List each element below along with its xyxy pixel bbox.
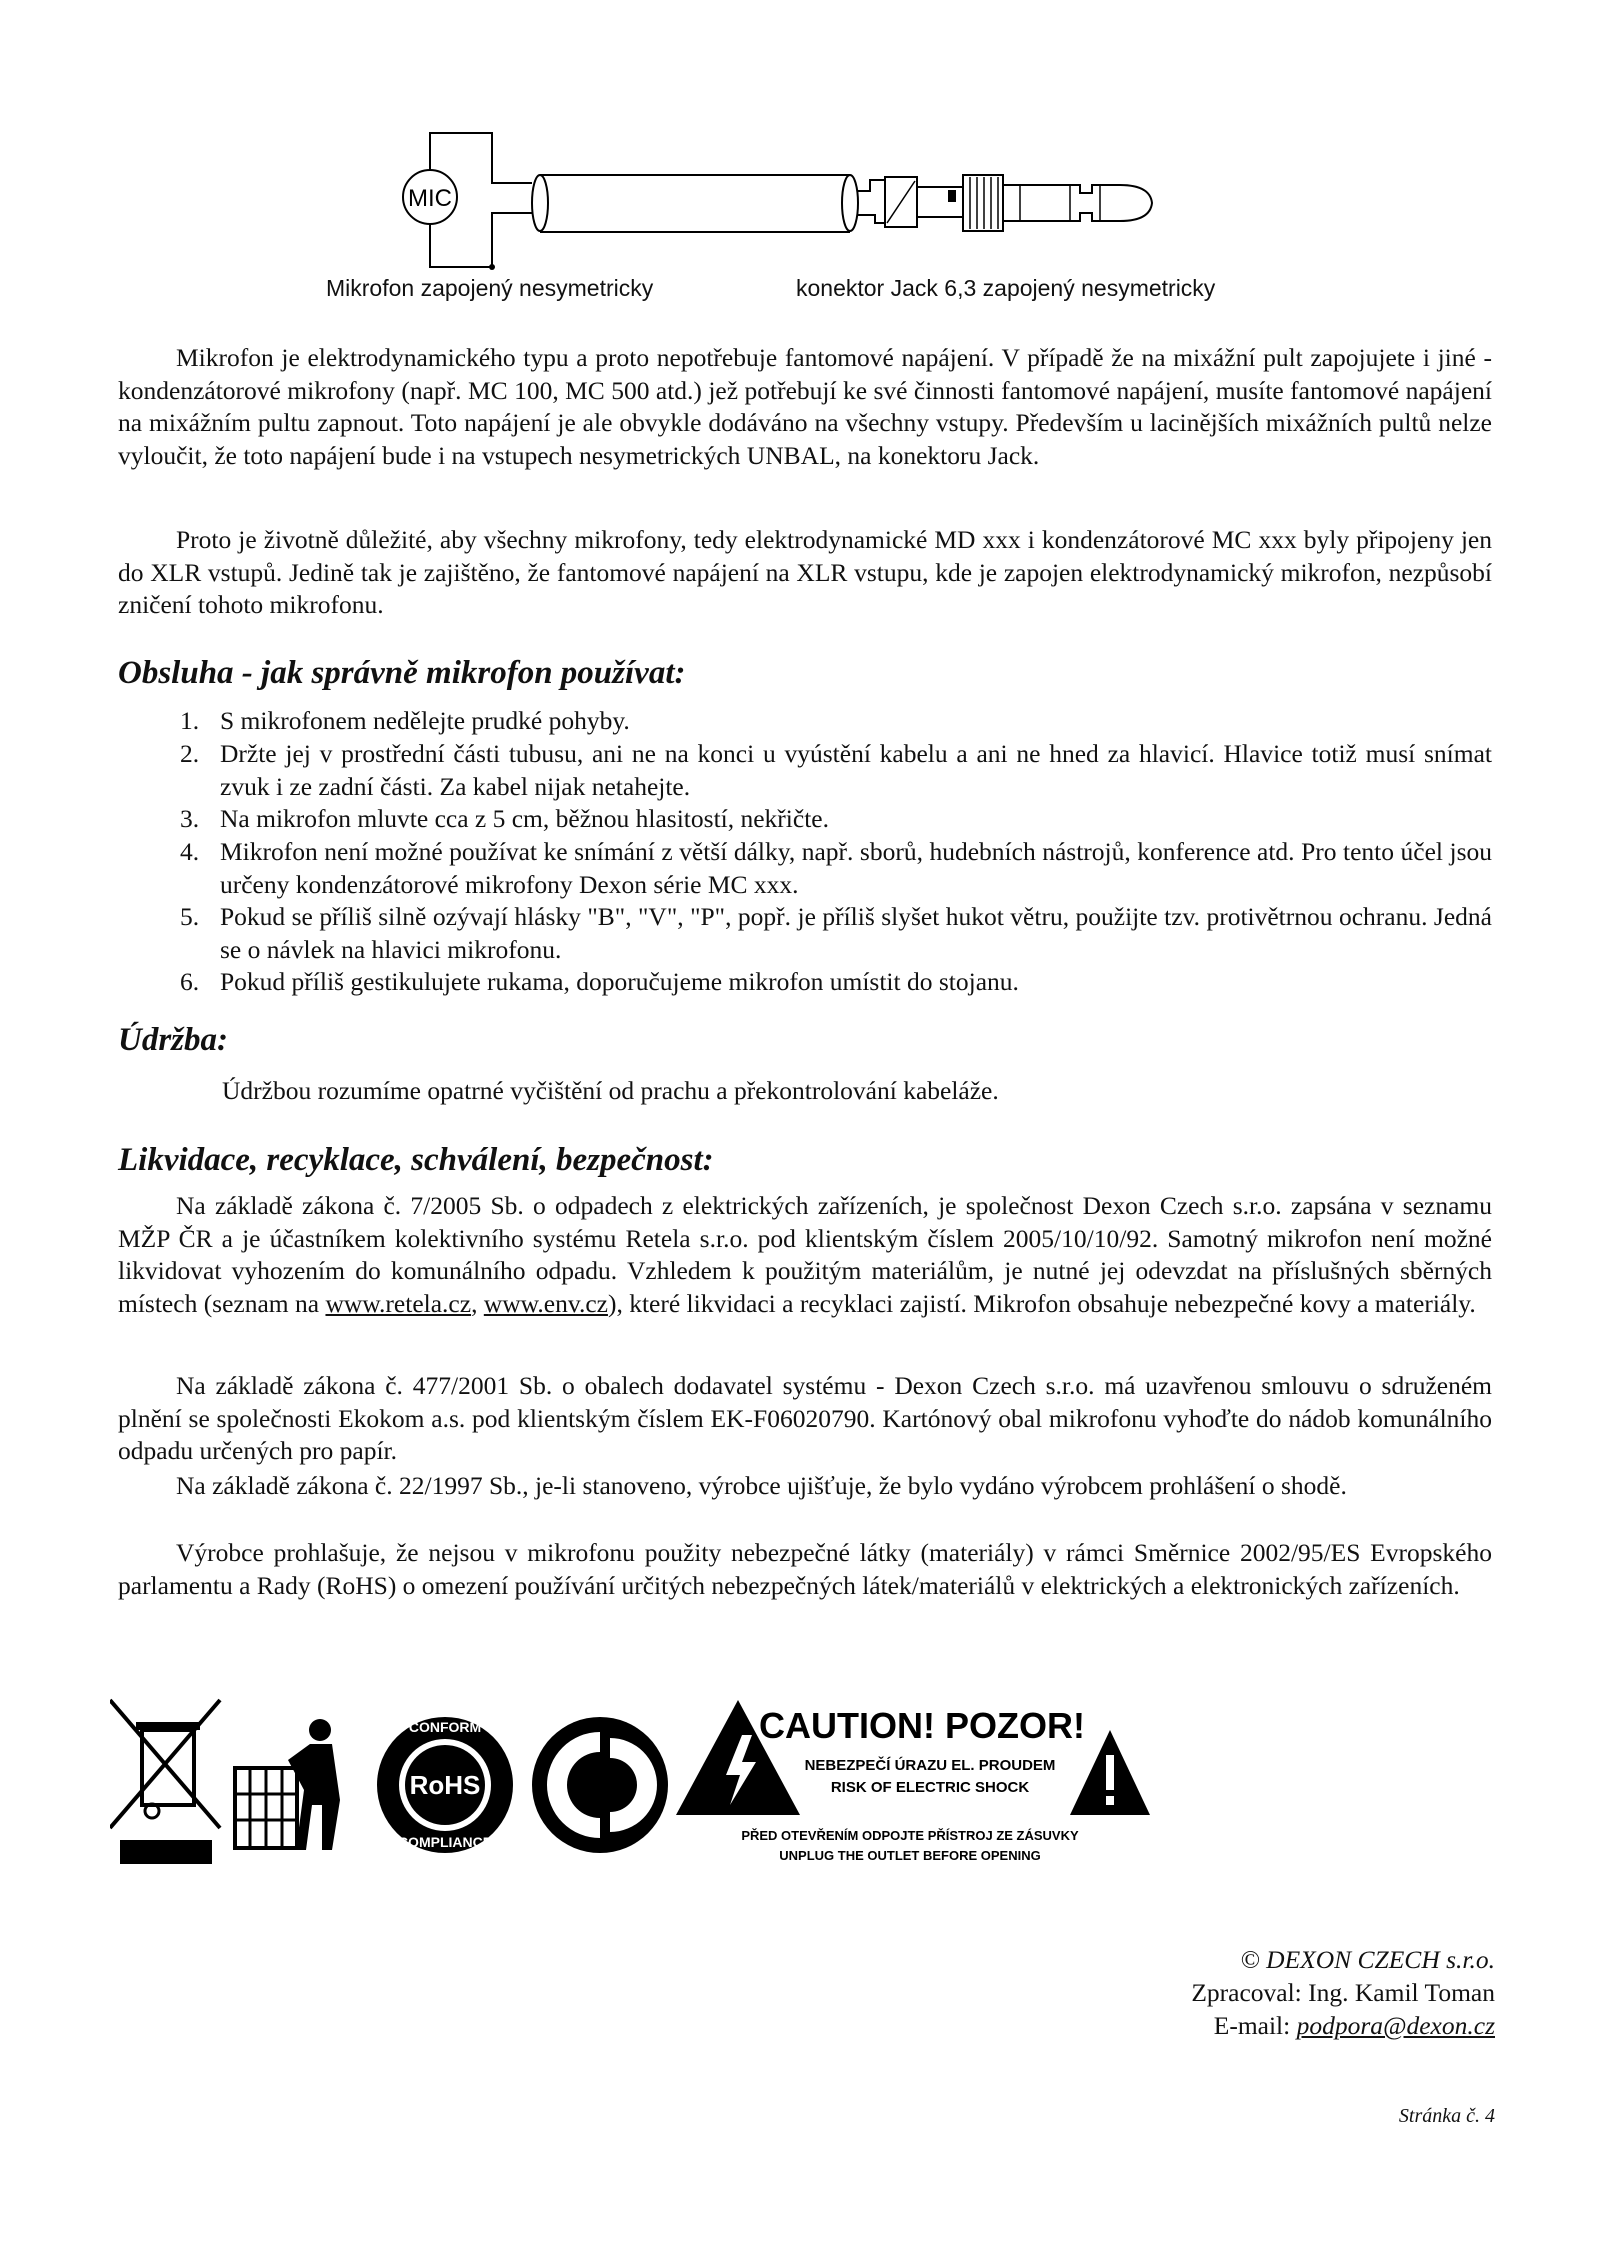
weee-bin-icon xyxy=(110,1700,220,1864)
signature-author: Zpracoval: Ing. Kamil Toman xyxy=(1191,1978,1495,2007)
env-link[interactable]: www.env.cz xyxy=(483,1288,608,1318)
disposal-paragraph-4: Výrobce prohlašuje, že nejsou v mikrofonu použity nebezpečné látky (materiály) v rámci Směrnice 2002/95/ES Evropského parlamentu a Rady (RoHS) o omezení používání určitých nebezpečných látek/materiálů v elektrických a elektronických zařízeních. xyxy=(118,1538,1492,1600)
list-item: 4. Mikrofon není možné používat ke snímání z větší dálky, např. sborů, hudebních nástrojů, konference atd. Pro tento účel jsou určeny kondenzátorové mikrofony Dexon série MC xxx. xyxy=(180,837,1492,899)
disposal-heading: Likvidace, recyklace, schválení, bezpečnost: xyxy=(118,1142,714,1178)
mic-label: MIC xyxy=(408,185,452,212)
disposal-paragraph-1: Na základě zákona č. 7/2005 Sb. o odpadech z elektrických zařízeních, je společnost Dexon Czech s.r.o. zapsána v seznamu MŽP ČR a je účastníkem kolektivního systému Retela s.r.o. pod klientským číslem 2005/10/10/92. Samotný mikrofon není možné likvidovat vyhozením do komunálního odpadu. Vzhledem k použitým materiálům, je nutné jej odevzdat na příslušných sběrných místech (seznam na www.retela.cz, www.env.cz), které likvidaci a recyklaci zajistí. Mikrofon obsahuje nebezpečné kovy a materiály. xyxy=(118,1191,1492,1318)
tidyman-icon xyxy=(235,1719,340,1850)
maintenance-text: Údržbou rozumíme opatrné vyčištění od prachu a překontrolování kabeláže. xyxy=(222,1076,999,1105)
certification-icons xyxy=(110,1690,1170,1890)
green-dot-icon xyxy=(532,1717,668,1853)
list-item: 6. Pokud příliš gestikulujete rukama, doporučujeme mikrofon umístit do stojanu. xyxy=(180,967,1019,996)
retela-link[interactable]: www.retela.cz xyxy=(325,1288,472,1318)
intro-paragraph-2: Proto je životně důležité, aby všechny mikrofony, tedy elektrodynamické MD xxx i kondenzátorové MC xxx byly připojeny jen do XLR vstupů. Jedině tak je zajištěno, že fantomové napájení na XLR vstupu, kde je zapojen elektrodynamický mikrofon, nezpůsobí zničení tohoto mikrofonu. xyxy=(118,525,1492,619)
list-item: 1. S mikrofonem nedělejte prudké pohyby. xyxy=(180,706,630,735)
caution-line-3: PŘED OTEVŘENÍM ODPOJTE PŘÍSTROJ ZE ZÁSUVKY xyxy=(741,1828,1079,1843)
caution-title: CAUTION! POZOR! xyxy=(759,1705,1085,1746)
diagram-caption-left: Mikrofon zapojený nesymetricky xyxy=(326,275,654,301)
rohs-icon xyxy=(377,1717,513,1853)
rohs-center-text: RoHS xyxy=(409,1770,481,1800)
list-item: 3. Na mikrofon mluvte cca z 5 cm, běžnou hlasitostí, nekřičte. xyxy=(180,804,829,833)
intro-paragraph-1: Mikrofon je elektrodynamického typu a proto nepotřebuje fantomové napájení. V případě že na mixážní pult zapojujete i jiné - kondenzátorové mikrofony (např. MC 100, MC 500 atd.) jež potřebují ke své činnosti fantomové napájení, musíte fantomové napájení na mixážním pultu zapnout. Toto napájení je ale obvykle dodáváno na všechny vstupy. Především u lacinějších mixážních pultů nelze vyloučit, že toto napájení bude i na vstupech nesymetrických UNBAL, na konektoru Jack. xyxy=(118,343,1492,470)
usage-heading: Obsluha - jak správně mikrofon používat: xyxy=(118,655,686,691)
disposal-paragraph-2: Na základě zákona č. 477/2001 Sb. o obalech dodavatel systému - Dexon Czech s.r.o. má uzavřenou smlouvu o sdruženém plnění se společnosti Ekokom a.s. pod klientským číslem EK-F06020790. Kartónový obal mikrofonu vyhoďte do nádob komunálního odpadu určených pro papír. xyxy=(118,1371,1492,1465)
signature-email: E-mail: podpora@dexon.cz xyxy=(1213,2011,1495,2040)
disposal-paragraph-3: Na základě zákona č. 22/1997 Sb., je-li stanoveno, výrobce ujišťuje, že bylo vydáno výrobcem prohlášení o shodě. xyxy=(176,1471,1347,1500)
caution-sign xyxy=(676,1700,1150,1863)
caution-line-4: UNPLUG THE OUTLET BEFORE OPENING xyxy=(779,1848,1041,1863)
caution-line-1: NEBEZPEČÍ ÚRAZU EL. PROUDEM xyxy=(804,1757,1056,1774)
diagram-caption-right: konektor Jack 6,3 zapojený nesymetricky xyxy=(796,275,1216,301)
maintenance-heading: Údržba: xyxy=(118,1022,229,1058)
list-item: 2. Držte jej v prostřední části tubusu, ani ne na konci u vyústění kabelu a ani ne hned za hlavicí. Hlavice totiž musí snímat zvuk i ze zadní části. Za kabel nijak netahejte. xyxy=(180,739,1492,801)
page-number: Stránka č. 4 xyxy=(1398,2105,1495,2127)
email-link[interactable]: podpora@dexon.cz xyxy=(1296,2011,1495,2040)
rohs-bottom-text: COMPLIANCE xyxy=(397,1834,493,1850)
rohs-top-text: CONFORM xyxy=(408,1719,482,1735)
caution-line-2: RISK OF ELECTRIC SHOCK xyxy=(830,1779,1030,1796)
signature-company: © DEXON CZECH s.r.o. xyxy=(1240,1945,1495,1974)
wiring-diagram xyxy=(380,125,1220,275)
list-item: 5. Pokud se příliš silně ozývají hlásky "B", "V", "P", popř. je příliš slyšet hukot větru, použijte tzv. protivětrnou ochranu. Jedná se o návlek na hlavici mikrofonu. xyxy=(180,902,1492,964)
